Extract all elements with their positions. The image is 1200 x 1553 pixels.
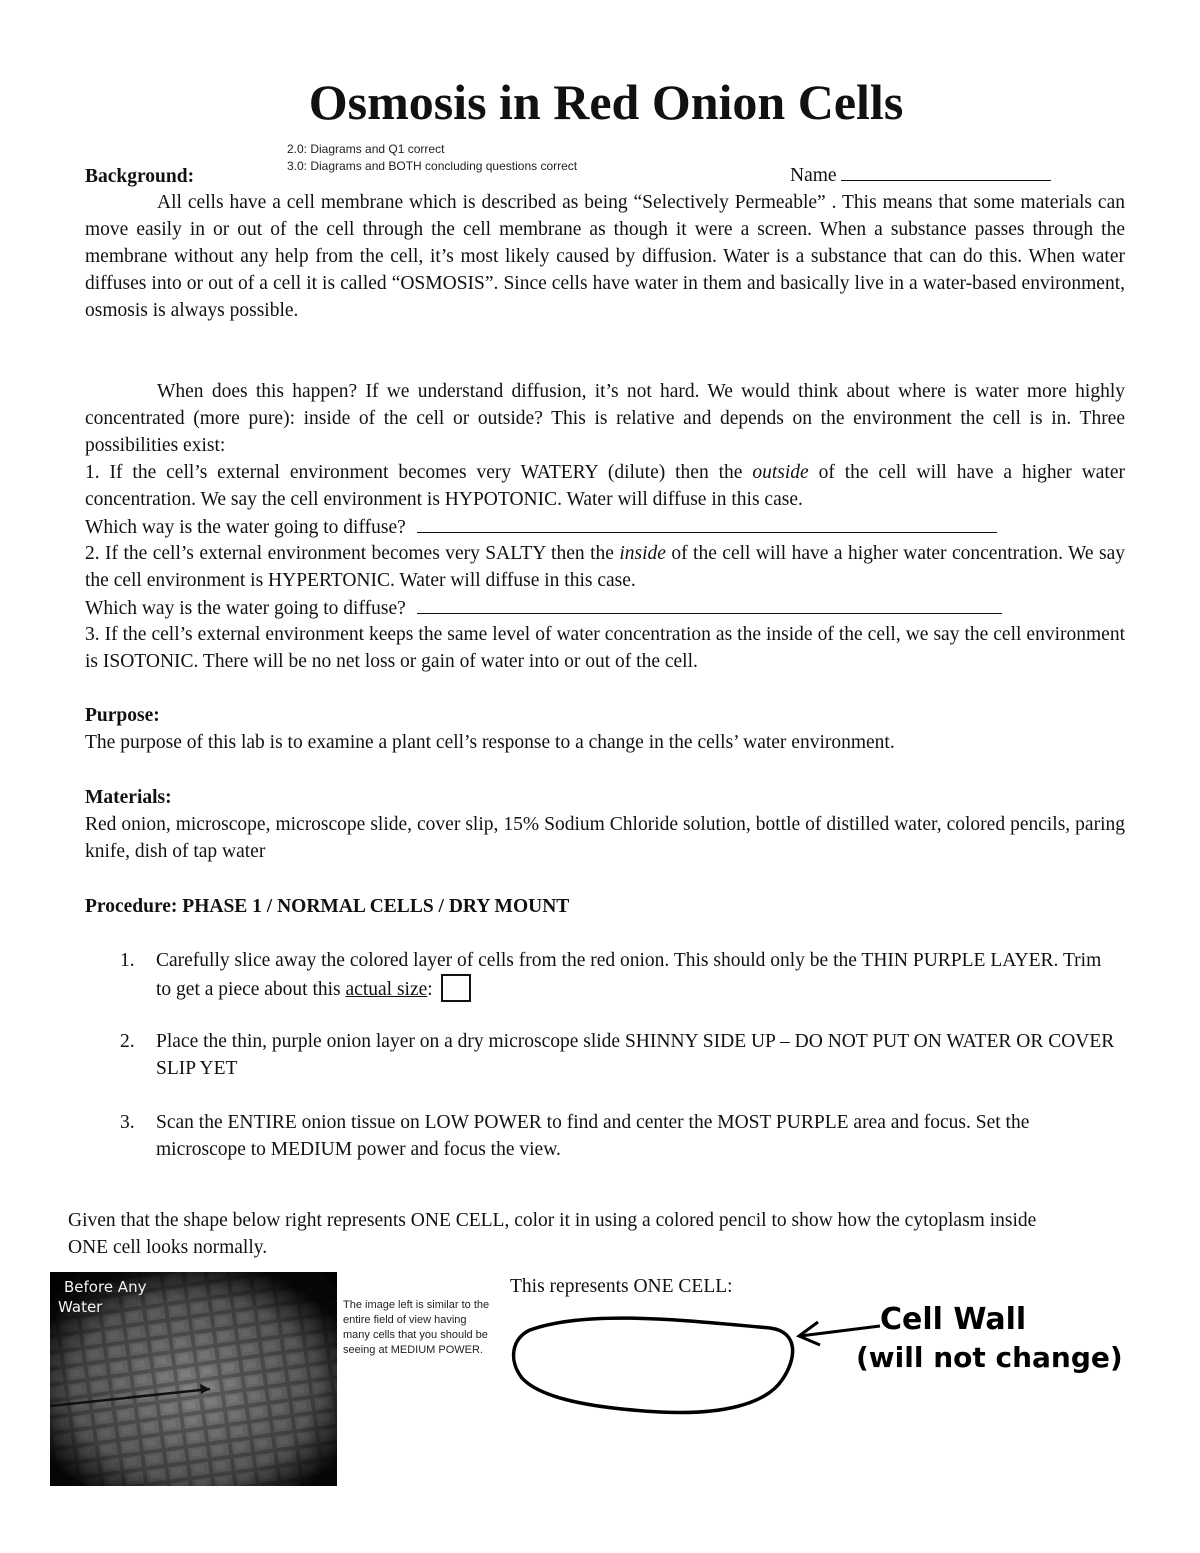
name-blank[interactable] [841, 161, 1051, 181]
hypertonic-item: 2. If the cell’s external environment becomes very SALTY then the inside of the cell will have a higher water concentration. We say the cell environment is HYPERTONIC. Water will diffuse in this case. [85, 543, 1125, 591]
background-heading: Background: [85, 166, 195, 187]
question-2-label: Which way is the water going to diffuse? [85, 598, 406, 619]
question-1-answer-blank[interactable] [417, 513, 997, 533]
materials-text: Red onion, microscope, microscope slide, cover slip, 15% Sodium Chloride solution, bottle of distilled water, colored pencils, paring knife, dish of tap water [85, 814, 1125, 862]
question-1-label: Which way is the water going to diffuse? [85, 517, 406, 538]
procedure-heading: Procedure: PHASE 1 / NORMAL CELLS / DRY MOUNT [85, 896, 570, 917]
cell-wall-annotation: Cell Wall [880, 1302, 1027, 1337]
question-2-answer-blank[interactable] [417, 594, 1002, 614]
background-paragraph-2: When does this happen? If we understand diffusion, it’s not hard. We would think about where is water more highly concentrated (more pure): inside of the cell or outside? This is relative and depends on the environment the cell is in. Three possibilities exist: [85, 381, 1125, 456]
photo-caption: The image left is similar to the entire field of view having many cells that you should be seeing at MEDIUM POWER. [343, 1299, 490, 1356]
page-title: Osmosis in Red Onion Cells [308, 74, 904, 130]
background-paragraph-1: All cells have a cell membrane which is described as being “Selectively Permeable” . This means that some materials can move easily in or out of the cell through the cell membrane as though it were a screen. When a substance passes through the membrane without any help from the cell, it’s most likely caused by diffusion. Water is a substance that can do this. When water diffuses into or out of a cell it is called “OSMOSIS”. Since cells have water in them and basically live in a water-based environment, osmosis is always possible. [85, 192, 1125, 321]
will-not-change-annotation: (will not change) [856, 1341, 1123, 1374]
micrograph-image [50, 1272, 337, 1486]
coloring-instruction: Given that the shape below right represents ONE CELL, color it in using a colored pencil to show how the cytoplasm inside ONE cell looks normally. [68, 1210, 1037, 1258]
onion-cells-micrograph [50, 1272, 337, 1486]
grading-note-1: 2.0: Diagrams and Q1 correct [287, 142, 445, 156]
name-field[interactable] [790, 161, 1051, 189]
size-reference-square [441, 974, 471, 1002]
materials-heading: Materials: [85, 787, 172, 808]
actual-size-underline: actual size [345, 979, 428, 1000]
hypotonic-item: 1. If the cell’s external environment becomes very WATERY (dilute) then the outside of the cell will have a higher water concentration. We say the cell environment is HYPOTONIC. Water will diffuse in this case. [85, 462, 1125, 510]
purpose-heading: Purpose: [85, 705, 160, 726]
question-2 [85, 594, 1002, 622]
purpose-text: The purpose of this lab is to examine a plant cell’s response to a change in the cells’ water environment. [85, 732, 895, 753]
grading-note-2: 3.0: Diagrams and BOTH concluding questions correct [287, 159, 578, 173]
question-1 [85, 513, 997, 541]
outside-emphasis: outside [752, 462, 809, 483]
name-label: Name [790, 165, 837, 186]
isotonic-item: 3. If the cell’s external environment keeps the same level of water concentration as the inside of the cell, we say the cell environment is ISOTONIC. There will be no net loss or gain of water into or out of the cell. [85, 624, 1125, 672]
inside-emphasis: inside [619, 543, 666, 564]
cell-label: This represents ONE CELL: [510, 1276, 733, 1297]
photo-label-line-1: Before Any [64, 1278, 147, 1296]
cell-outline[interactable] [514, 1318, 793, 1412]
photo-label-line-2: Water [58, 1298, 103, 1316]
